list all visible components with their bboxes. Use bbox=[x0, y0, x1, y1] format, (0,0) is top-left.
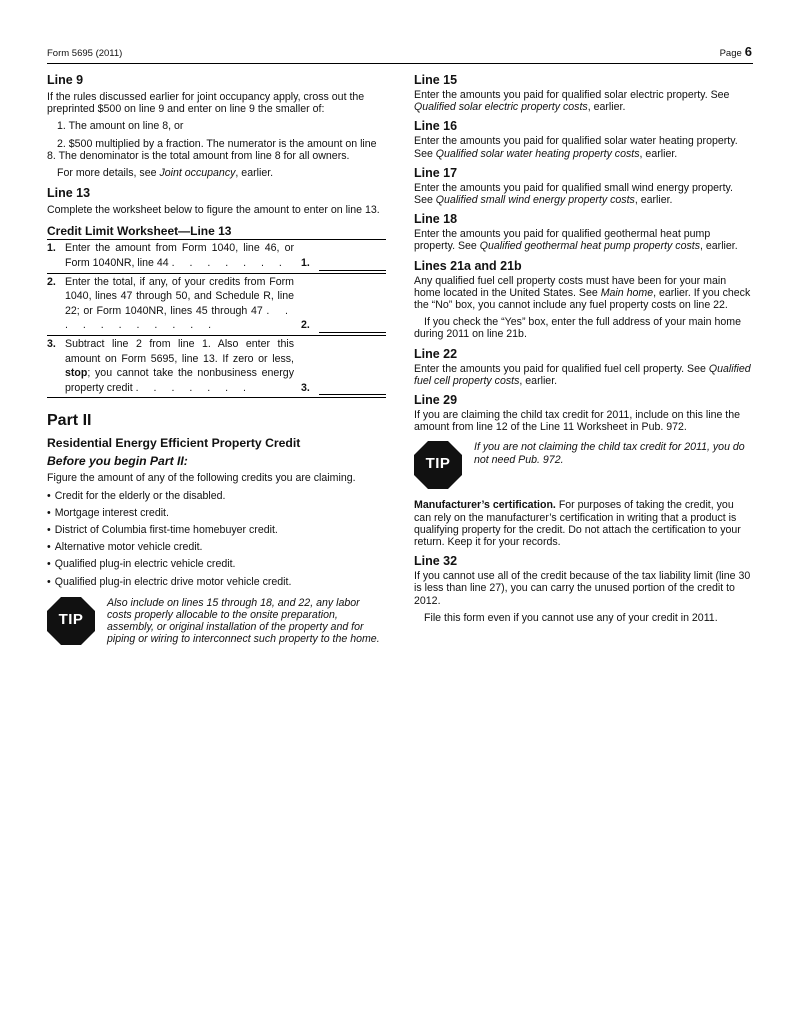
left-column bbox=[47, 66, 386, 654]
tip-icon bbox=[414, 441, 462, 489]
part2-intro: Figure the amount of any of the following credits you are claiming. bbox=[47, 472, 356, 485]
line17-heading: Line 17 bbox=[414, 165, 458, 180]
worksheet-line-1-label: Enter the amount from Form 1040, line 46, or Form 1040NR, line 44 bbox=[65, 242, 294, 270]
leader-dots: . . . . . . . bbox=[171, 257, 288, 270]
list-item: • Mortgage interest credit. bbox=[47, 507, 386, 519]
main-home-ref: Main home bbox=[600, 286, 654, 299]
worksheet-line-3-number: 3. bbox=[47, 337, 56, 350]
worksheet-line-1-text bbox=[65, 241, 294, 270]
list-item: • District of Columbia first-time homebuyer credit. bbox=[47, 524, 386, 536]
line18-ref: Qualified geothermal heat pump property costs bbox=[479, 240, 700, 253]
worksheet-line-2-entry[interactable] bbox=[319, 331, 386, 333]
line15-heading: Line 15 bbox=[414, 73, 458, 87]
line22-heading: Line 22 bbox=[414, 346, 458, 361]
line29-heading: Line 29 bbox=[414, 393, 458, 408]
page-number: 6 bbox=[744, 44, 752, 59]
worksheet-line-3-ref: 3. bbox=[301, 381, 310, 394]
worksheet-title: Credit Limit Worksheet—Line 13 bbox=[47, 224, 386, 240]
worksheet-line-2-label: Enter the total, if any, of your credits from Form 1040, lines 47 through 50, and Schedule R, line 22; or Form 1040NR, lines 45 through 47 bbox=[65, 275, 294, 317]
lines21-paragraph-2: If you check the “Yes” box, enter the full address of your main home during 2011 on line 21b. bbox=[414, 316, 741, 341]
line16-paragraph bbox=[414, 135, 752, 159]
manufacturer-certification bbox=[414, 499, 752, 548]
line18-heading: Line 18 bbox=[414, 212, 458, 227]
credits-list bbox=[47, 490, 386, 588]
line15-suffix: , earlier. bbox=[587, 101, 626, 114]
line18-suffix: , earlier. bbox=[700, 240, 738, 253]
list-item: • Alternative motor vehicle credit. bbox=[47, 541, 386, 553]
worksheet-line-2-ref: 2. bbox=[301, 319, 310, 332]
line15-ref: Qualified solar electric property costs bbox=[414, 101, 588, 114]
line32-paragraph-2: File this form even if you cannot use any of your credit in 2011. bbox=[424, 611, 718, 624]
lines21-text-b: , earlier. If you check the “No” box, you cannot include any fuel property costs on line 22. bbox=[414, 286, 751, 312]
line18-paragraph bbox=[414, 228, 752, 252]
line32-paragraph-1: If you cannot use all of the credit because of the tax liability limit (line 30 is less than line 27), you can carry the unused portion of the credit to 2012. bbox=[414, 570, 751, 607]
line17-suffix: , earlier. bbox=[634, 194, 673, 207]
worksheet-line-3-label-b: ; you cannot take the nonbusiness energy property credit bbox=[65, 367, 294, 394]
page-label: Page bbox=[719, 48, 742, 59]
line16-heading: Line 16 bbox=[414, 119, 458, 134]
worksheet-line-1 bbox=[47, 240, 386, 273]
worksheet-line-3-text bbox=[65, 337, 294, 395]
part2-heading: Part II bbox=[47, 412, 92, 430]
stop-word: stop bbox=[65, 367, 88, 380]
tip-text: Also include on lines 15 through 18, and 22, any labor costs properly allocable to the onsite preparation, assembly, or original installation of the property and for piping or wiring to interconnect such property to the home. bbox=[107, 596, 380, 646]
list-item: • Qualified plug-in electric drive motor vehicle credit. bbox=[47, 576, 386, 588]
form-label: Form 5695 (2011) bbox=[47, 48, 123, 59]
tip-box-child-credit bbox=[414, 441, 752, 489]
lines21-heading: Lines 21a and 21b bbox=[414, 258, 522, 273]
lines21-paragraph-1 bbox=[414, 275, 752, 312]
tip-icon bbox=[47, 597, 95, 645]
worksheet-line-2-number: 2. bbox=[47, 275, 56, 288]
line16-ref: Qualified solar water heating property costs bbox=[435, 147, 640, 160]
list-item: • Qualified plug-in electric vehicle credit. bbox=[47, 558, 386, 570]
line15-paragraph bbox=[414, 89, 752, 113]
line32-heading: Line 32 bbox=[414, 554, 458, 569]
more-prefix: For more details, see bbox=[57, 167, 160, 180]
worksheet-line-3 bbox=[47, 336, 386, 398]
line22-suffix: , earlier. bbox=[519, 374, 558, 387]
line22-text: Enter the amounts you paid for qualified fuel cell property. See bbox=[414, 362, 709, 375]
line22-paragraph bbox=[414, 363, 752, 387]
tip-label: TIP bbox=[425, 455, 451, 473]
manufacturer-text: For purposes of taking the credit, you can rely on the manufacturer’s certification in writing that a product is qualifying property for the credit. Do not attach the certification to your return. Keep it for your records. bbox=[414, 499, 741, 549]
line17-ref: Qualified small wind energy property costs bbox=[435, 194, 635, 207]
worksheet-line-1-number: 1. bbox=[47, 242, 56, 255]
line13-heading: Line 13 bbox=[47, 186, 91, 201]
line17-paragraph bbox=[414, 182, 752, 206]
line13-paragraph: Complete the worksheet below to figure the amount to enter on line 13. bbox=[47, 204, 380, 217]
line17-text: Enter the amounts you paid for qualified small wind energy property. See bbox=[414, 181, 733, 207]
worksheet-line-3-entry[interactable] bbox=[319, 393, 386, 395]
line15-text: Enter the amounts you paid for qualified solar electric property. See bbox=[414, 89, 730, 101]
worksheet-line-3-label-a: Subtract line 2 from line 1. Also enter this amount on Form 5695, line 13. If zero or less, bbox=[65, 337, 294, 365]
part2-before-heading: Before you begin Part II: bbox=[47, 454, 188, 469]
leader-dots: . . . . . . . bbox=[135, 381, 252, 394]
part2-subheading: Residential Energy Efficient Property Credit bbox=[47, 436, 301, 451]
lines21-text-a: Any qualified fuel cell property costs must have been for your main home located in the United States. See bbox=[414, 274, 727, 299]
header-rule bbox=[47, 63, 753, 64]
line9-heading: Line 9 bbox=[47, 73, 84, 87]
line16-suffix: , earlier. bbox=[639, 147, 678, 160]
right-column bbox=[414, 66, 752, 629]
list-item: • Credit for the elderly or the disabled. bbox=[47, 490, 386, 502]
line29-paragraph: If you are claiming the child tax credit for 2011, include on this line the amount from line 12 of the Line 11 Worksheet in Pub. 972. bbox=[414, 409, 741, 434]
line9-item1: 1. The amount on line 8, or bbox=[57, 120, 184, 133]
tip-label: TIP bbox=[58, 610, 84, 628]
page-indicator bbox=[720, 44, 752, 59]
tip-box-labor-costs bbox=[47, 597, 386, 646]
more-suffix: , earlier. bbox=[235, 167, 274, 180]
joint-occupancy-ref: Joint occupancy bbox=[159, 167, 236, 180]
line22-ref: Qualified fuel cell property costs bbox=[414, 362, 751, 387]
line9-item2: 2. $500 multiplied by a fraction. The numerator is the amount on line 8. The denominator is the total amount from line 8 for all owners. bbox=[47, 137, 377, 162]
worksheet-line-1-entry[interactable] bbox=[319, 269, 386, 271]
worksheet-line-2 bbox=[47, 274, 386, 336]
leader-dots: . . . . . . . . . . . bbox=[65, 304, 294, 332]
manufacturer-title: Manufacturer’s certification. bbox=[414, 499, 556, 512]
line9-more-details bbox=[47, 167, 386, 179]
worksheet-line-1-ref: 1. bbox=[301, 257, 310, 270]
worksheet-line-2-text bbox=[65, 275, 294, 333]
line18-text: Enter the amounts you paid for qualified geothermal heat pump property. See bbox=[414, 228, 711, 253]
tip-text: If you are not claiming the child tax credit for 2011, you do not need Pub. 972. bbox=[474, 441, 745, 466]
line9-paragraph: If the rules discussed earlier for joint occupancy apply, cross out the preprinted $500 on line 9 and enter on line 9 the smaller of: bbox=[47, 91, 365, 116]
line16-text: Enter the amounts you paid for qualified solar water heating property. See bbox=[414, 135, 738, 160]
